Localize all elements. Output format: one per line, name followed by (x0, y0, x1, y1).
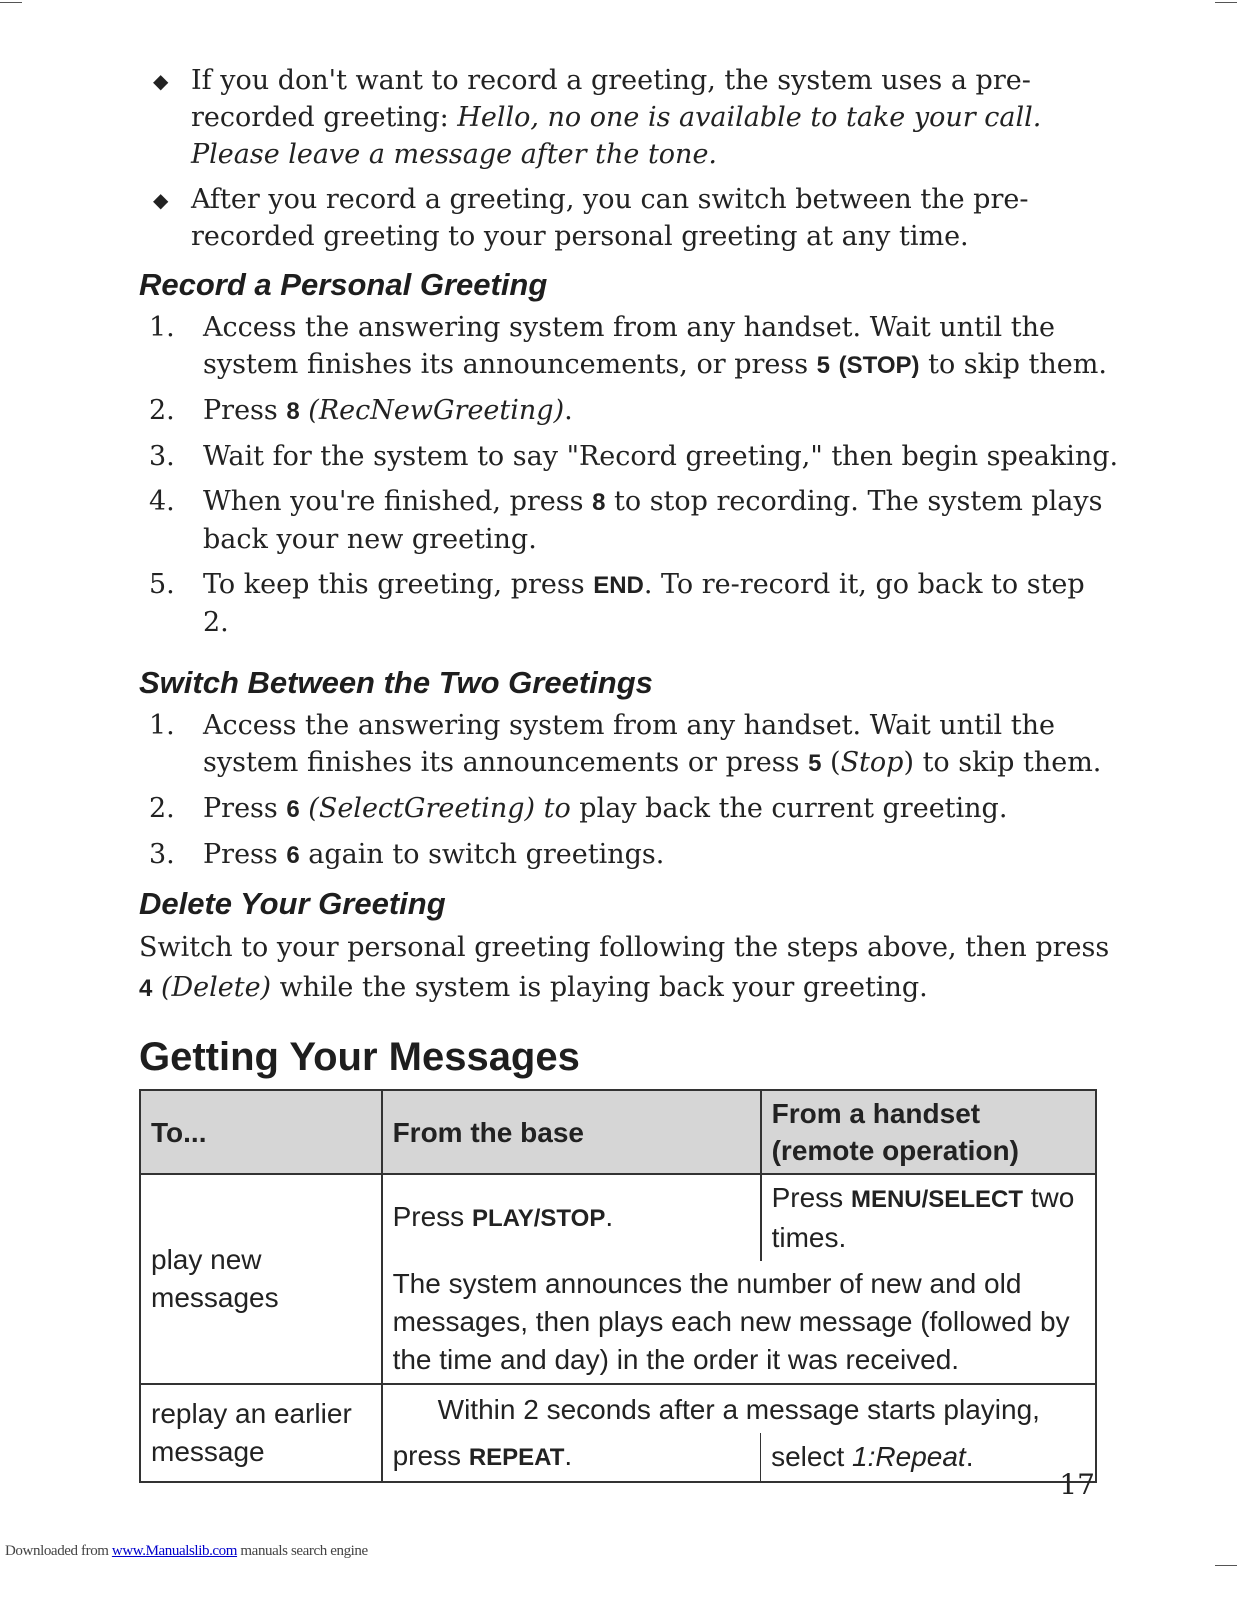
table-cell-shared: The system announces the number of new and old messages, then plays each new message (followed by the time and day) in the order it was received. (382, 1261, 1096, 1384)
switch-greetings-steps (139, 707, 1119, 874)
greeting-bullets (139, 62, 1119, 255)
list-item: 1. Access the answering system from any handset. Wait until the system finishes its announcements or press 5 (Stop) to skip them. (149, 710, 1102, 778)
bullet-item (139, 62, 1119, 173)
table-cell-handset: select 1:Repeat. (761, 1433, 1096, 1482)
crop-mark-left (0, 2, 22, 3)
table-cell-action: replay an earlier message (140, 1384, 382, 1482)
list-item: 2. Press 6 (SelectGreeting) to play back the current greeting. (149, 793, 1008, 824)
table-cell-shared: Within 2 seconds after a message starts playing, (382, 1384, 1096, 1433)
page-number: 17 (1059, 1468, 1095, 1501)
record-greeting-steps (139, 309, 1119, 641)
bullet-text: If you don't want to record a greeting, the system uses a pre-recorded greeting: (191, 65, 1031, 133)
manualslib-link[interactable]: www.Manualslib.com (111, 1543, 238, 1559)
switch-greetings-heading: Switch Between the Two Greetings (139, 665, 653, 700)
column-header: From a handset (remote operation) (761, 1090, 1096, 1174)
table-header-row (140, 1090, 1096, 1174)
page-content (139, 62, 1119, 1483)
delete-greeting-text: Switch to your personal greeting following the steps above, then press 4 (Delete) while the system is playing back your greeting. (139, 932, 1110, 1003)
list-item: 3. Press 6 again to switch greetings. (149, 839, 665, 870)
getting-messages-heading: Getting Your Messages (139, 1035, 580, 1079)
table-cell-action: play new messages (140, 1174, 382, 1384)
bullet-text: After you record a greeting, you can switch between the pre-recorded greeting to your personal greeting at any time. (191, 184, 1029, 252)
list-item: 5. To keep this greeting, press END. To re-record it, go back to step 2. (149, 569, 1085, 638)
list-item: 3. Wait for the system to say "Record greeting," then begin speaking. (149, 441, 1119, 472)
table-cell-base: Press PLAY/STOP. (382, 1174, 761, 1261)
table-row (140, 1174, 1096, 1261)
column-header: To... (140, 1090, 382, 1174)
column-header: From the base (382, 1090, 761, 1174)
list-item: 4. When you're finished, press 8 to stop recording. The system plays back your new greeting. (149, 486, 1103, 555)
diamond-bullet-icon: ◆ (153, 188, 169, 212)
crop-mark-right (1215, 2, 1237, 3)
record-greeting-heading: Record a Personal Greeting (139, 267, 548, 302)
table-cell-base: press REPEAT. (382, 1433, 761, 1482)
table-cell-handset: Press MENU/SELECT two times. (761, 1174, 1096, 1261)
crop-mark-bottom-right (1215, 1565, 1237, 1566)
list-item: 2. Press 8 (RecNewGreeting). (149, 395, 573, 426)
messages-table (139, 1089, 1097, 1483)
table-row (140, 1384, 1096, 1433)
list-item: 1. Access the answering system from any handset. Wait until the system finishes its announcements, or press 5 (STOP) to skip them. (149, 312, 1107, 380)
download-footer: Downloaded from www.Manualslib.com manuals search engine (5, 1543, 368, 1559)
delete-greeting-heading: Delete Your Greeting (139, 886, 446, 921)
diamond-bullet-icon: ◆ (153, 69, 169, 93)
bullet-item (139, 181, 1119, 255)
default-greeting-quote: Hello, no one is available to take your call. Please leave a message after the tone. (191, 102, 1042, 170)
